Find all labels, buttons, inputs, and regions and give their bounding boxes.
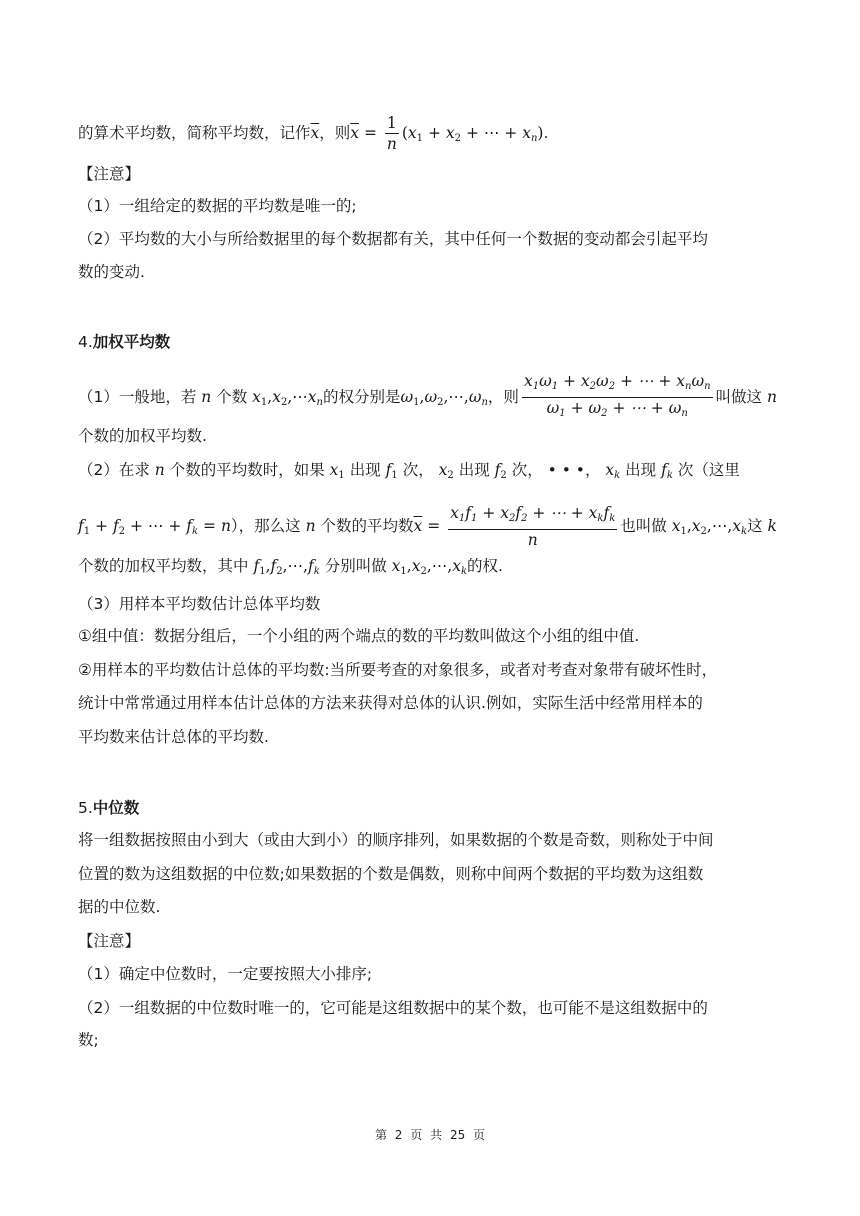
list-item: ②用样本的平均数估计总体的平均数:当所要考查的对象很多，或者对考查对象带有破坏性时， <box>78 661 718 679</box>
paragraph: 据的中位数. <box>78 898 161 916</box>
list-item-continued: 统计中常常通过用样本估计总体的方法来获得对总体的认识.例如，实际生活中经常用样本的 <box>78 694 703 712</box>
mean-formula: $\frac{1}{n}$ <box>386 114 397 153</box>
weighted-mean-para-4: 个数的加权平均数，其中 $f_1,f_2,\cdots,f_k$ 分别叫做 $x_1,x_2,\cdots,x_k$的权. <box>78 557 503 577</box>
note-item: （1）确定中位数时，一定要按照大小排序; <box>78 965 373 983</box>
weighted-mean-para-3: $f_1 + f_2$ + ⋯ + $f_k = n$），那么这 n 个数的平均数$\overline{x}$ = $\frac{x_1f_1 + x_2f_2 + \cdots + x_kf_k}{n}$ 也叫做 $x_1,x_2,\cdots,x_k$这 k <box>78 504 777 549</box>
page-footer: 第 2 页 共 25 页 <box>374 1128 486 1142</box>
note-item-continued: 数; <box>78 1031 99 1049</box>
note-item-continued: 数的变动. <box>78 263 145 281</box>
paragraph: 位置的数为这组数据的中位数;如果数据的个数是偶数，则称中间两个数据的平均数为这组数 <box>78 865 704 883</box>
page-number: 2 <box>394 1128 403 1142</box>
note-item: （2）一组数据的中位数时唯一的，它可能是这组数据中的某个数，也可能不是这组数据中的 <box>78 999 708 1017</box>
section-heading: 4.加权平均数 <box>78 333 171 351</box>
weighted-mean-formula: $\frac{x_1\omega_1 + x_2\omega_2 + \cdots + x_n\omega_n}{\omega_1 + \omega_2 + \cdots + \omega_n}$ <box>523 372 711 419</box>
subsection-heading: （3）用样本平均数估计总体平均数 <box>78 595 321 613</box>
mean-symbol: $\overline{x}$ <box>310 124 320 142</box>
list-item: ①组中值：数据分组后，一个小组的两个端点的数的平均数叫做这个小组的组中值. <box>78 627 640 645</box>
total-pages: 25 <box>449 1128 466 1142</box>
paragraph: 将一组数据按照由小到大（或由大到小）的顺序排列，如果数据的个数是奇数，则称处于中间 <box>78 831 714 849</box>
section-heading: 5.中位数 <box>78 799 140 817</box>
note-item: （2）平均数的大小与所给数据里的每个数据都有关，其中任何一个数据的变动都会引起平均 <box>78 230 708 248</box>
mean-definition: 的算术平均数，简称平均数，记作$\overline{x}$，则$\overline{x}$ = $\frac{1}{n}$ ($x_1 + x_2$ + ⋯ + $x_n$). <box>78 114 549 153</box>
section-title: 加权平均数 <box>92 333 171 351</box>
note-item: （1）一组给定的数据的平均数是唯一的; <box>78 197 357 215</box>
weighted-mean-para-2: （2）在求 n 个数的平均数时，如果 $x_1$ 出现 $f_1$ 次， $x_2$ 出现 $f_2$ 次， • • •， $x_k$ 出现 $f_k$ 次（这里 <box>78 461 740 481</box>
section-title: 中位数 <box>92 799 140 817</box>
document-page: 的算术平均数，简称平均数，记作$\overline{x}$，则$\overline{x}$ = $\frac{1}{n}$ ($x_1 + x_2$ + ⋯ + $x_n$). 【注意】 （1）一组给定的数据的平均数是唯一的; （2）平均数的大小与所给数据里的每个数据都有关，其中任何一个数据的变动都会引起平均 数的变动. 4.加权平均数 （1）一般地，若 n 个数 $x_1,x_2,\cdots x_n$的权分别是$\omega_1,\omega_2,\cdots,\omega_n$，则 $\frac{x_1\omega_1 + x_2\omega_2 + \cdots + x_n\omega_n}{\omega_1 + \omega_2 + \cdots + \omega_n}$ 叫做这 n 个数的加权平均数. （2）在求 n 个数的平均数时，如果 $x_1$ 出现 $f_1$ 次， $x_2$ 出现 $f_2$ 次， • • •， $x_k$ 出现 $f_k$ 次（这里 $f_1 + f_2$ + ⋯ + $f_k = n$），那么这 n 个数的平均数$\overline{x}$ = $\frac{x_1f_1 + x_2f_2 + \cdots + x_kf_k}{n}$ 也叫做 $x_1,x_2,\cdots,x_k$这 k 个数的加权平均数，其中 $f_1,f_2,\cdots,f_k$ 分别叫做 $x_1,x_2,\cdots,x_k$的权. （3）用样本平均数估计总体平均数 ①组中值：数据分组后，一个小组的两个端点的数的平均数叫做这个小组的组中值. ②用样本的平均数估计总体的平均数:当所要考查的对象很多，或者对考查对象带有破坏性时， 统计中常常通过用样本估计总体的方法来获得对总体的认识.例如，实际生活中经常用样本的 平均数来估计总体的平均数. 5.中位数 将一组数据按照由小到大（或由大到小）的顺序排列，如果数据的个数是奇数，则称处于中间 位置的数为这组数据的中位数;如果数据的个数是偶数，则称中间两个数据的平均数为这组数 据的中位数. 【注意】 （1）确定中位数时，一定要按照大小排序; （2）一组数据的中位数时唯一的，它可能是这组数据中的某个数，也可能不是这组数据中的 数; 第 2 页 共 25 页 <box>0 0 860 1216</box>
note-heading: 【注意】 <box>78 932 141 950</box>
note-heading: 【注意】 <box>78 165 141 183</box>
frequency-mean-formula: $\frac{x_1f_1 + x_2f_2 + \cdots + x_kf_k}{n}$ <box>450 504 616 549</box>
list-item-continued: 平均数来估计总体的平均数. <box>78 728 269 746</box>
weighted-mean-para-1: （1）一般地，若 n 个数 $x_1,x_2,\cdots x_n$的权分别是$\omega_1,\omega_2,\cdots,\omega_n$，则 $\frac{x_1\omega_1 + x_2\omega_2 + \cdots + x_n\omega_n}{\omega_1 + \omega_2 + \cdots + \omega_n}$ 叫做这 n <box>78 372 784 423</box>
